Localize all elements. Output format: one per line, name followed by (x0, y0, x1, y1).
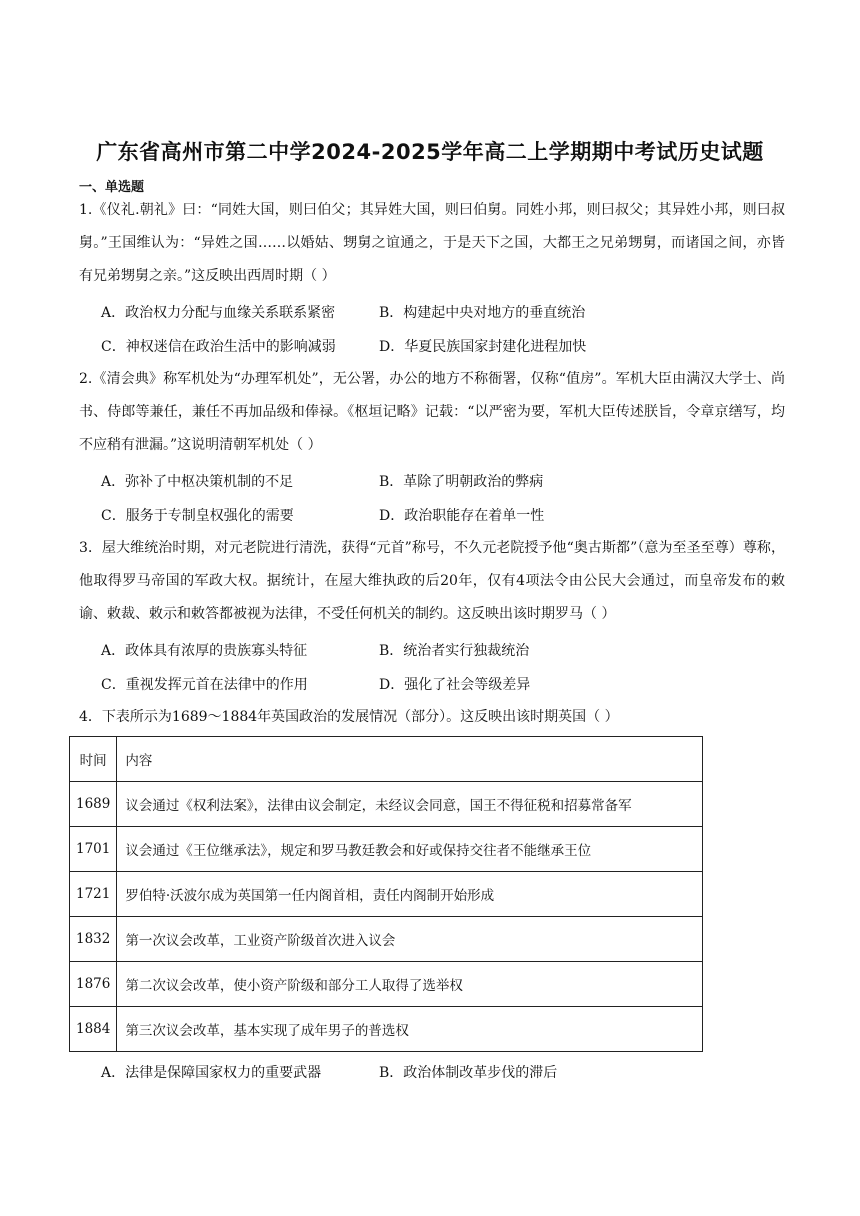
question-1-option-a: A．政治权力分配与血缘关系联系紧密 (101, 305, 336, 321)
table-row (70, 827, 703, 872)
page-title: 广东省高州市第二中学2024-2025学年高二上学期期中考试历史试题 (96, 140, 764, 164)
question-2-option-d: D．政治职能存在着单一性 (379, 508, 545, 524)
question-2-stem: 2.《清会典》称军机处为“办理军机处”，无公署，办公的地方不称衙署，仅称“值房”。军机大臣由满汉大学士、尚书、侍郎等兼任，兼任不再加品级和俸禄。《枢垣记略》记载：“以严密为要，军机大臣传述朕旨，令章京缮写，均不应稍有泄漏。”这说明清朝军机处（ ） (79, 371, 785, 453)
table-row (70, 1007, 703, 1052)
table-cell-year: 1689 (70, 782, 117, 827)
question-3-option-a: A．政体具有浓厚的贵族寡头特征 (101, 643, 308, 659)
table-cell-content: 第一次议会改革，工业资产阶级首次进入议会 (117, 917, 703, 962)
question-1-option-d: D．华夏民族国家封建化进程加快 (379, 339, 587, 355)
question-1-stem: 1.《仪礼.朝礼》曰：“同姓大国，则曰伯父；其异姓大国，则曰伯舅。同姓小邦，则曰叔父；其异姓小邦，则曰叔舅。”王国维认为：“异姓之国……以婚姑、甥舅之谊通之，于是天下之国，大都王之兄弟甥舅，而诸国之间，亦皆有兄弟甥舅之亲。”这反映出西周时期（ ） (79, 202, 785, 284)
table-cell-year: 1884 (70, 1007, 117, 1052)
history-table (69, 736, 703, 1052)
table-row (70, 782, 703, 827)
question-4-stem: 4．下表所示为1689～1884年英国政治的发展情况（部分）。这反映出该时期英国（ ） (79, 709, 619, 725)
table-cell-year: 1721 (70, 872, 117, 917)
section-heading: 一、单选题 (79, 180, 145, 195)
question-3-stem: 3．屋大维统治时期，对元老院进行清洗，获得“元首”称号，不久元老院授予他“奥古斯都”（意为至圣至尊）尊称，他取得罗马帝国的军政大权。据统计，在屋大维执政的后20年，仅有4项法令由公民大会通过，而皇帝发布的敕谕、敕裁、敕示和敕答都被视为法律，不受任何机关的制约。这反映出该时期罗马（ ） (79, 540, 785, 622)
table-header-content: 内容 (117, 737, 703, 782)
question-4-option-a: A．法律是保障国家权力的重要武器 (101, 1065, 322, 1081)
table-row (70, 917, 703, 962)
question-2-option-b: B．革除了明朝政治的弊病 (379, 474, 544, 490)
question-1-option-c: C．神权迷信在政治生活中的影响减弱 (101, 339, 336, 355)
table-header-time: 时间 (70, 737, 117, 782)
table-header-row (70, 737, 703, 782)
question-4-option-b: B．政治体制改革步伐的滞后 (379, 1065, 558, 1081)
table-cell-year: 1876 (70, 962, 117, 1007)
table-cell-year: 1701 (70, 827, 117, 872)
table-row (70, 872, 703, 917)
table-row (70, 962, 703, 1007)
question-3-option-b: B．统治者实行独裁统治 (379, 643, 530, 659)
table-cell-content: 议会通过《王位继承法》，规定和罗马教廷教会和好或保持交往者不能继承王位 (117, 827, 703, 872)
question-3-option-c: C．重视发挥元首在法律中的作用 (101, 677, 308, 693)
question-2-option-a: A．弥补了中枢决策机制的不足 (101, 474, 294, 490)
question-3-option-d: D．强化了社会等级差异 (379, 677, 531, 693)
table-cell-content: 议会通过《权利法案》，法律由议会制定，未经议会同意，国王不得征税和招募常备军 (117, 782, 703, 827)
question-2-option-c: C．服务于专制皇权强化的需要 (101, 508, 294, 524)
table-cell-year: 1832 (70, 917, 117, 962)
table-cell-content: 第三次议会改革，基本实现了成年男子的普选权 (117, 1007, 703, 1052)
table-cell-content: 罗伯特·沃波尔成为英国第一任内阁首相，责任内阁制开始形成 (117, 872, 703, 917)
table-cell-content: 第二次议会改革，使小资产阶级和部分工人取得了选举权 (117, 962, 703, 1007)
question-1-option-b: B．构建起中央对地方的垂直统治 (379, 305, 586, 321)
